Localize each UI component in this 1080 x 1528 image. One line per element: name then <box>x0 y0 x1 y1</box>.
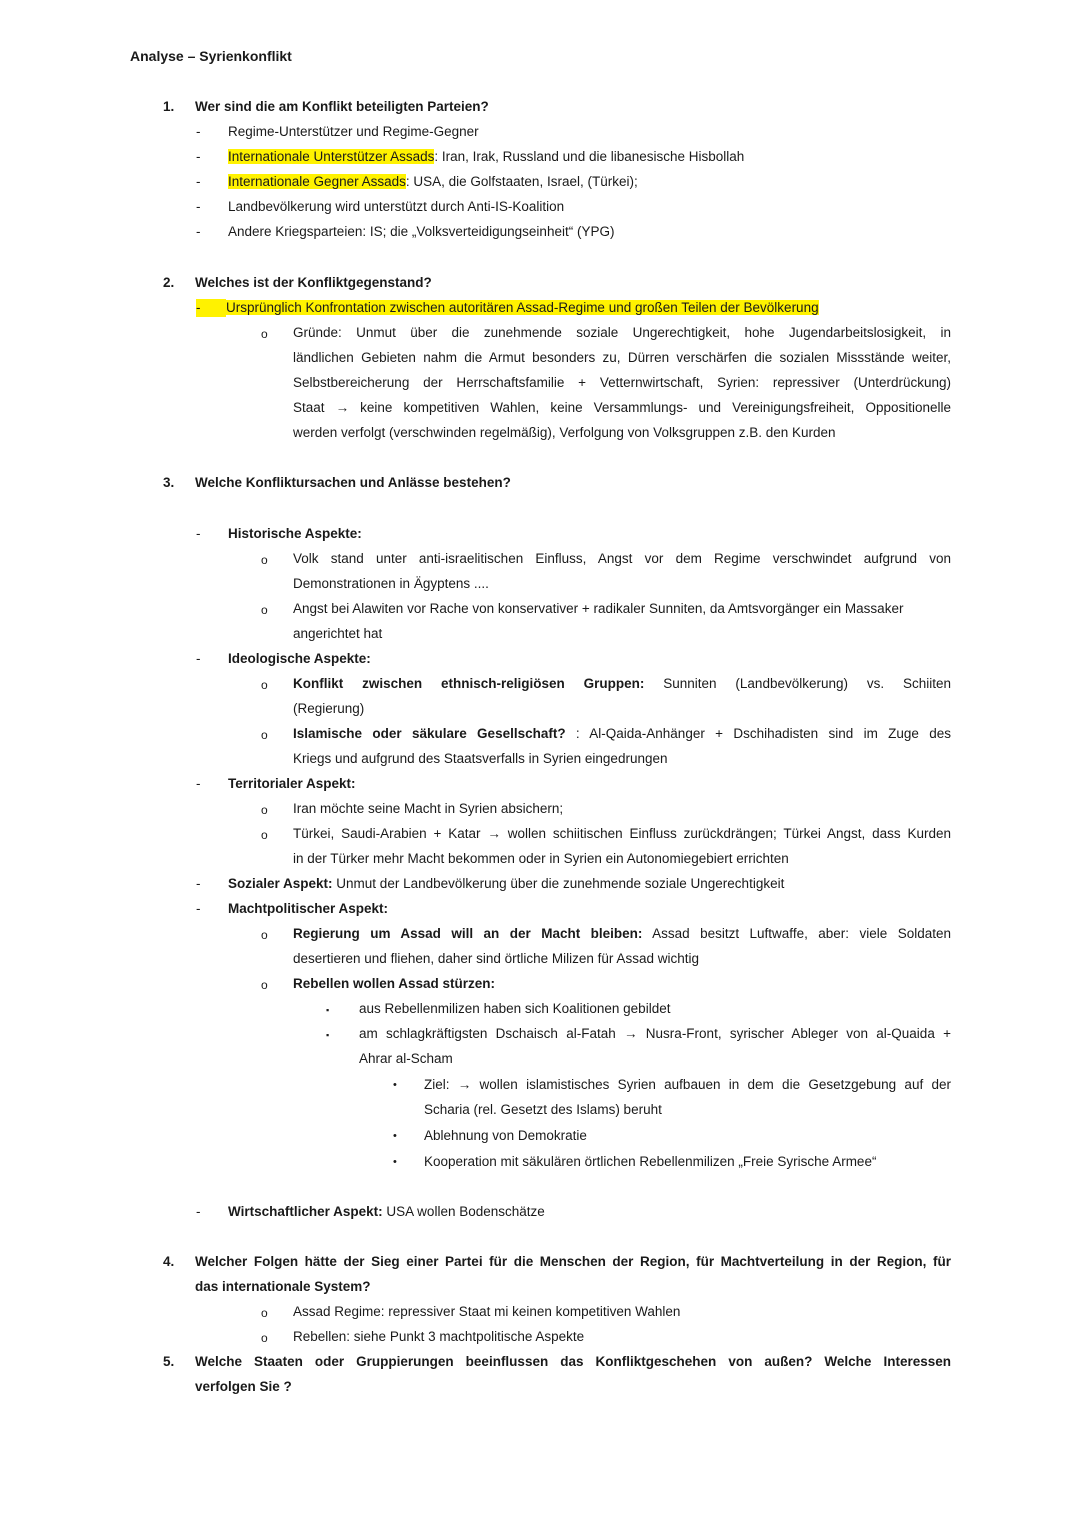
q4-question-line-1: Welcher Folgen hätte der Sieg einer Partei für die Menschen der Region, für Machtverteilung in der Region, für <box>195 1254 951 1269</box>
bullet-circle: o <box>261 728 268 742</box>
hist-item-1-line-2: Demonstrationen in Ägyptens .... <box>293 576 489 591</box>
macht-item-1-line-2: desertieren und fliehen, daher sind örtliche Milizen für Assad wichtig <box>293 951 699 966</box>
q1-item-3-rest: : USA, die Golfstaaten, Israel, (Türkei); <box>405 174 638 189</box>
q1-question: Wer sind die am Konflikt beteiligten Parteien? <box>195 99 489 114</box>
q1-item-3 <box>228 173 638 191</box>
ideo-item-2-line-1 <box>293 725 951 743</box>
hist-item-2-line-2: angerichtet hat <box>293 626 383 641</box>
social-aspect-rest: Unmut der Landbevölkerung über die zunehmende soziale Ungerechtigkeit <box>332 876 785 891</box>
bullet-circle: o <box>261 1331 268 1345</box>
hist-item-2-line-1: Angst bei Alawiten vor Rache von konservativer + radikaler Sunniten, da Amtsvorgänger ein Massaker <box>293 601 904 616</box>
bullet-circle: o <box>261 327 268 341</box>
rebels-item-2-line-2: Ahrar al-Scham <box>359 1051 453 1066</box>
bold-text: Regierung um Assad will an der Macht bleiben: <box>293 926 643 941</box>
power-political-aspect-heading: Machtpolitischer Aspekt: <box>228 901 389 916</box>
bullet-dot: • <box>393 1156 397 1168</box>
rebels-item-1: aus Rebellenmilizen haben sich Koalitionen gebildet <box>359 1001 671 1016</box>
q5-number: 5. <box>163 1354 175 1369</box>
q5-question-line-1: Welche Staaten oder Gruppierungen beeinflussen das Konfliktgeschehen von außen? Welche Interessen <box>195 1354 951 1369</box>
bullet-dash: - <box>196 124 201 139</box>
bullet-circle: o <box>261 828 268 842</box>
bullet-dash: - <box>196 174 201 189</box>
ideo-item-1-line-2: (Regierung) <box>293 701 365 716</box>
bullet-circle: o <box>261 928 268 942</box>
bold-text: Wirtschaftlicher Aspekt: <box>228 1204 383 1219</box>
macht-item-1-rest: Assad besitzt Luftwaffe, aber: viele Soldaten <box>642 926 951 941</box>
q1-item-4: Landbevölkerung wird unterstützt durch Anti-IS-Koalition <box>228 199 565 214</box>
hist-item-1-line-1: Volk stand unter anti-israelitischen Einfluss, Angst vor dem Regime verschwindet aufgrund von <box>293 551 951 566</box>
ideo-item-1-rest: Sunniten (Landbevölkerung) vs. Schiiten <box>644 676 952 691</box>
bold-text: Islamische oder säkulare Gesellschaft? <box>293 726 566 741</box>
goal-line-2: Scharia (rel. Gesetzt des Islams) beruht <box>424 1102 662 1117</box>
bold-text: Sozialer Aspekt: <box>228 876 333 891</box>
bullet-dash: - <box>196 149 201 164</box>
rebels-item-2-line-1: am schlagkräftigsten Dschaisch al-Fatah → Nusra-Front, syrischer Ableger von al-Quaida + <box>359 1026 951 1041</box>
bullet-dash: - <box>196 224 201 239</box>
highlight-text: Ursprünglich Konfrontation zwischen autoritären Assad-Regime und großen Teilen der Bevölkerung <box>226 300 819 315</box>
q2-reasons-line-3: Selbstbereicherung der Herrschaftsfamilie + Vetternwirtschaft, Syrien: repressiver (Unterdrückung) <box>293 375 951 390</box>
q2-reasons-line-5: werden verfolgt (verschwinden regelmäßig), Verfolgung von Volksgruppen z.B. den Kurden <box>293 425 836 440</box>
q1-item-2-rest: : Iran, Irak, Russland und die libanesische Hisbollah <box>434 149 745 164</box>
q4-question-line-2: das internationale System? <box>195 1279 371 1294</box>
bold-text: Konflikt zwischen ethnisch-religiösen Gruppen: <box>293 676 645 691</box>
bullet-dash: - <box>196 199 201 214</box>
terr-item-1: Iran möchte seine Macht in Syrien absichern; <box>293 801 564 816</box>
q3-number: 3. <box>163 475 175 490</box>
highlight-text: Internationale Unterstützer Assads <box>228 149 435 164</box>
q2-number: 2. <box>163 275 175 290</box>
q2-reasons-line-2: ländlichen Gebieten nahm die Armut besonders zu, Dürren verschärfen die sozialen Missstände weiter, <box>293 350 951 365</box>
q2-question: Welches ist der Konfliktgegenstand? <box>195 275 432 290</box>
bullet-dash: - <box>196 876 201 891</box>
q3-question: Welche Konfliktursachen und Anlässe bestehen? <box>195 475 511 490</box>
terr-item-2-line-2: in der Türker mehr Macht bekommen oder in Syrien ein Autonomiegebiert errichten <box>293 851 789 866</box>
page-title: Analyse – Syrienkonflikt <box>130 48 292 64</box>
macht-item-2-heading: Rebellen wollen Assad stürzen: <box>293 976 496 991</box>
economic-aspect-rest: USA wollen Bodenschätze <box>382 1204 545 1219</box>
bullet-dash: - <box>196 651 201 666</box>
q4-item-2: Rebellen: siehe Punkt 3 machtpolitische Aspekte <box>293 1329 585 1344</box>
q4-number: 4. <box>163 1254 175 1269</box>
ideo-item-2-rest: : Al-Qaida-Anhänger + Dschihadisten sind im Zuge des <box>565 726 952 741</box>
bullet-circle: o <box>261 603 268 617</box>
territorial-aspect-heading: Territorialer Aspekt: <box>228 776 356 791</box>
terr-item-2-line-1: Türkei, Saudi-Arabien + Katar → wollen schiitischen Einfluss zurückdrängen; Türkei Angst, dass Kurden <box>293 826 951 841</box>
bullet-square: ▪ <box>326 1030 330 1040</box>
bullet-circle: o <box>261 678 268 692</box>
bullet-circle: o <box>261 978 268 992</box>
bullet-circle: o <box>261 553 268 567</box>
ideo-item-2-line-2: Kriegs und aufgrund des Staatsverfalls in Syrien eingedrungen <box>293 751 668 766</box>
q2-reasons-line-1: Gründe: Unmut über die zunehmende soziale Ungerechtigkeit, hohe Jugendarbeitslosigkeit, in <box>293 325 951 340</box>
bullet-square: ▪ <box>326 1005 330 1015</box>
social-aspect <box>228 875 784 893</box>
bullet-dash: - <box>196 526 201 541</box>
goal-line-1: Ziel: → wollen islamistisches Syrien aufbauen in dem die Gesetzgebung auf der <box>424 1077 951 1092</box>
ideological-aspects-heading: Ideologische Aspekte: <box>228 651 371 666</box>
macht-item-1-line-1 <box>293 925 951 943</box>
highlight-text: Internationale Gegner Assads <box>228 174 406 189</box>
q1-item-5: Andere Kriegsparteien: IS; die „Volksverteidigungseinheit“ (YPG) <box>228 224 615 239</box>
q2-reasons-line-4: Staat → keine kompetitiven Wahlen, keine Versammlungs- und Vereinigungsfreiheit, Oppositionelle <box>293 400 951 415</box>
economic-aspect <box>228 1203 545 1221</box>
rejection-democracy: Ablehnung von Demokratie <box>424 1128 587 1143</box>
bullet-dash: - <box>196 776 201 791</box>
cooperation-fsa: Kooperation mit säkulären örtlichen Rebellenmilizen „Freie Syrische Armee“ <box>424 1154 877 1169</box>
q2-item-1 <box>226 299 819 317</box>
bullet-dash: - <box>196 901 201 916</box>
bullet-dash: - <box>196 1204 201 1219</box>
q1-number: 1. <box>163 99 175 114</box>
bullet-circle: o <box>261 803 268 817</box>
bullet-dash: - <box>196 299 226 317</box>
bullet-dot: • <box>393 1079 397 1091</box>
q4-item-1: Assad Regime: repressiver Staat mi keinen kompetitiven Wahlen <box>293 1304 681 1319</box>
q1-item-1: Regime-Unterstützer und Regime-Gegner <box>228 124 479 139</box>
ideo-item-1-line-1 <box>293 675 951 693</box>
bullet-circle: o <box>261 1306 268 1320</box>
historical-aspects-heading: Historische Aspekte: <box>228 526 362 541</box>
q1-item-2 <box>228 148 744 166</box>
bullet-dot: • <box>393 1130 397 1142</box>
q5-question-line-2: verfolgen Sie ? <box>195 1379 292 1394</box>
